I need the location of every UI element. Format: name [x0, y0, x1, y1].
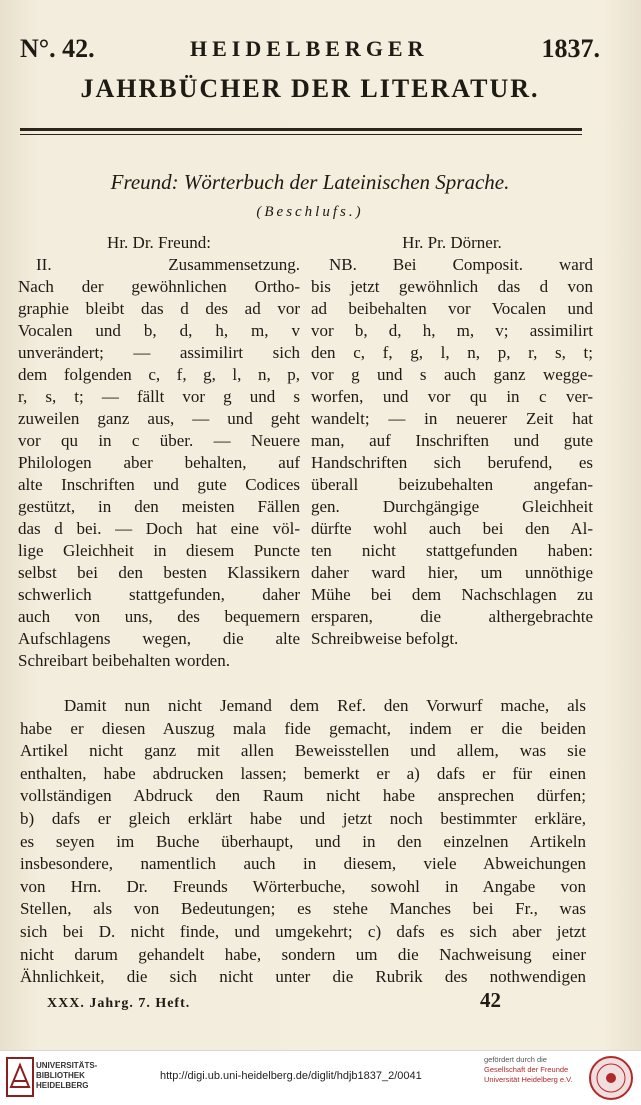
text-line: insbesondere, namentlich auch in diesem, viele Abweichungen [20, 854, 586, 874]
text-line: daher ward hier, um unnöthige [311, 563, 593, 582]
text-line: wandelt; — in neuerer Zeit hat [311, 409, 593, 428]
text-line: Aufschlagens wegen, die alte [18, 629, 300, 648]
journal-title: JAHRBÜCHER DER LITERATUR. [80, 74, 540, 103]
text-line: vor g und s auch ganz wegge- [311, 365, 593, 384]
body-paragraph [20, 695, 586, 989]
text-line: selbst bei den besten Klassikern [18, 563, 300, 582]
funder-note: gefördert durch die Gesellschaft der Freunde Universität Heidelberg e.V. [484, 1055, 573, 1084]
right-column [311, 232, 593, 650]
left-column [18, 232, 300, 672]
review-title: Freund: Wörterbuch der Lateinischen Sprache. [110, 170, 510, 194]
text-line: r, s, t; — fällt vor g und s [18, 387, 300, 406]
text-line: Nach der gewöhnlichen Ortho- [18, 277, 300, 296]
text-line: Schreibart beibehalten worden. [18, 651, 230, 670]
text-line: vollständigen Abdruck den Raum nicht habe ansprechen dürfen; [20, 786, 586, 806]
text-line: habe er diesen Auszug mala fide gemacht, indem er die beiden [20, 718, 586, 738]
left-column-heading: Hr. Dr. Freund: [107, 233, 211, 252]
text-line: Ähnlichkeit, die sich nicht unter die Rubrik des nothwendigen [20, 967, 586, 987]
issue-number: N°. 42. [20, 34, 95, 63]
library-name: UNIVERSITÄTS- BIBLIOTHEK HEIDELBERG [36, 1061, 98, 1090]
text-line: schwerlich stattgefunden, daher [18, 585, 300, 604]
text-line: lige Gleichheit in diesem Puncte [18, 541, 300, 560]
text-line: Artikel nicht ganz mit allen Beweisstellen und allem, was sie [20, 741, 586, 761]
text-line: überall beizubehalten angefan- [311, 475, 593, 494]
text-line: gestützt, in den meisten Fällen [18, 497, 300, 516]
text-line: dem folgenden c, f, g, l, n, p, [18, 365, 300, 384]
page-number: 42 [480, 988, 501, 1012]
text-line: ad beibehalten vor Vocalen und [311, 299, 593, 318]
text-line: b) dafs er gleich erklärt habe und jetzt noch bestimmter erkläre, [20, 808, 586, 828]
text-line: es seyen im Buche überhaupt, und in den einzelnen Artikeln [20, 831, 586, 851]
text-line: Handschriften sich berufend, es [311, 453, 593, 472]
running-header [20, 34, 600, 64]
library-logo-icon [6, 1057, 34, 1097]
text-line: zuweilen ganz aus, — und geht [18, 409, 300, 428]
text-line: man, auf Inschriften und gute [311, 431, 593, 450]
text-line: ten nicht stattgefunden haben: [311, 541, 593, 560]
university-seal-icon [588, 1055, 634, 1101]
right-column-text [311, 254, 593, 650]
text-line: nicht darum gehandelt habe, sondern um die Nachweisung einer [20, 944, 586, 964]
text-line: unverändert; — assimilirt sich [18, 343, 300, 362]
text-line: bis jetzt gewöhnlich das d von [311, 277, 593, 296]
text-line: Philologen aber behalten, auf [18, 453, 300, 472]
text-line: enthalten, habe abdrucken lassen; bemerkt er a) dafs er für einen [20, 763, 586, 783]
text-line: auch von uns, des bequemern [18, 607, 300, 626]
text-line: worfen, und vor qu in c ver- [311, 387, 593, 406]
text-line: vor b, d, h, m, v; assimilirt [311, 321, 593, 340]
review-subtitle: (Beschlufs.) [256, 204, 364, 220]
left-column-text [18, 254, 300, 672]
text-line: Stellen, als von Bedeutungen; es stehe Manches bei Fr., was [20, 899, 586, 919]
text-line: von Hrn. Dr. Freunds Wörterbuche, sowohl in Angabe von [20, 876, 586, 896]
right-column-heading: Hr. Pr. Dörner. [402, 233, 502, 252]
text-line: gen. Durchgängige Gleichheit [311, 497, 593, 516]
text-line: Vocalen und b, d, h, m, v [18, 321, 300, 340]
text-line: Damit nun nicht Jemand dem Ref. den Vorwurf mache, als [64, 696, 586, 715]
text-line: den c, f, g, l, n, p, r, s, t; [311, 343, 593, 362]
text-line: dürfte wohl auch bei den Al- [311, 519, 593, 538]
text-line: alte Inschriften und gute Codices [18, 475, 300, 494]
text-line: NB. Bei Composit. ward [329, 255, 593, 274]
text-line: Mühe bei dem Nachschlagen zu [311, 585, 593, 604]
text-line: vor qu in c über. — Neuere [18, 431, 300, 450]
text-line: ersparen, die althergebrachte [311, 607, 593, 626]
issue-year: 1837. [541, 34, 600, 63]
signature-line: XXX. Jahrg. 7. Heft. [47, 996, 191, 1011]
text-line: graphie bleibt das d des ad vor [18, 299, 300, 318]
permalink-url[interactable]: http://digi.ub.uni-heidelberg.de/diglit/hdjb1837_2/0041 [160, 1070, 422, 1082]
header-rule-thin [20, 134, 582, 135]
text-line: Schreibweise befolgt. [311, 629, 459, 648]
text-line: das d bei. — Doch hat eine völ- [18, 519, 300, 538]
header-rule-thick [20, 128, 582, 131]
text-line: sich bei D. nicht finde, und umgekehrt; c) dafs es sich aber jetzt [20, 921, 586, 941]
digitization-bar [0, 1050, 641, 1105]
journal-name: HEIDELBERGER [190, 36, 429, 61]
text-line: II. Zusammensetzung. [36, 255, 300, 274]
